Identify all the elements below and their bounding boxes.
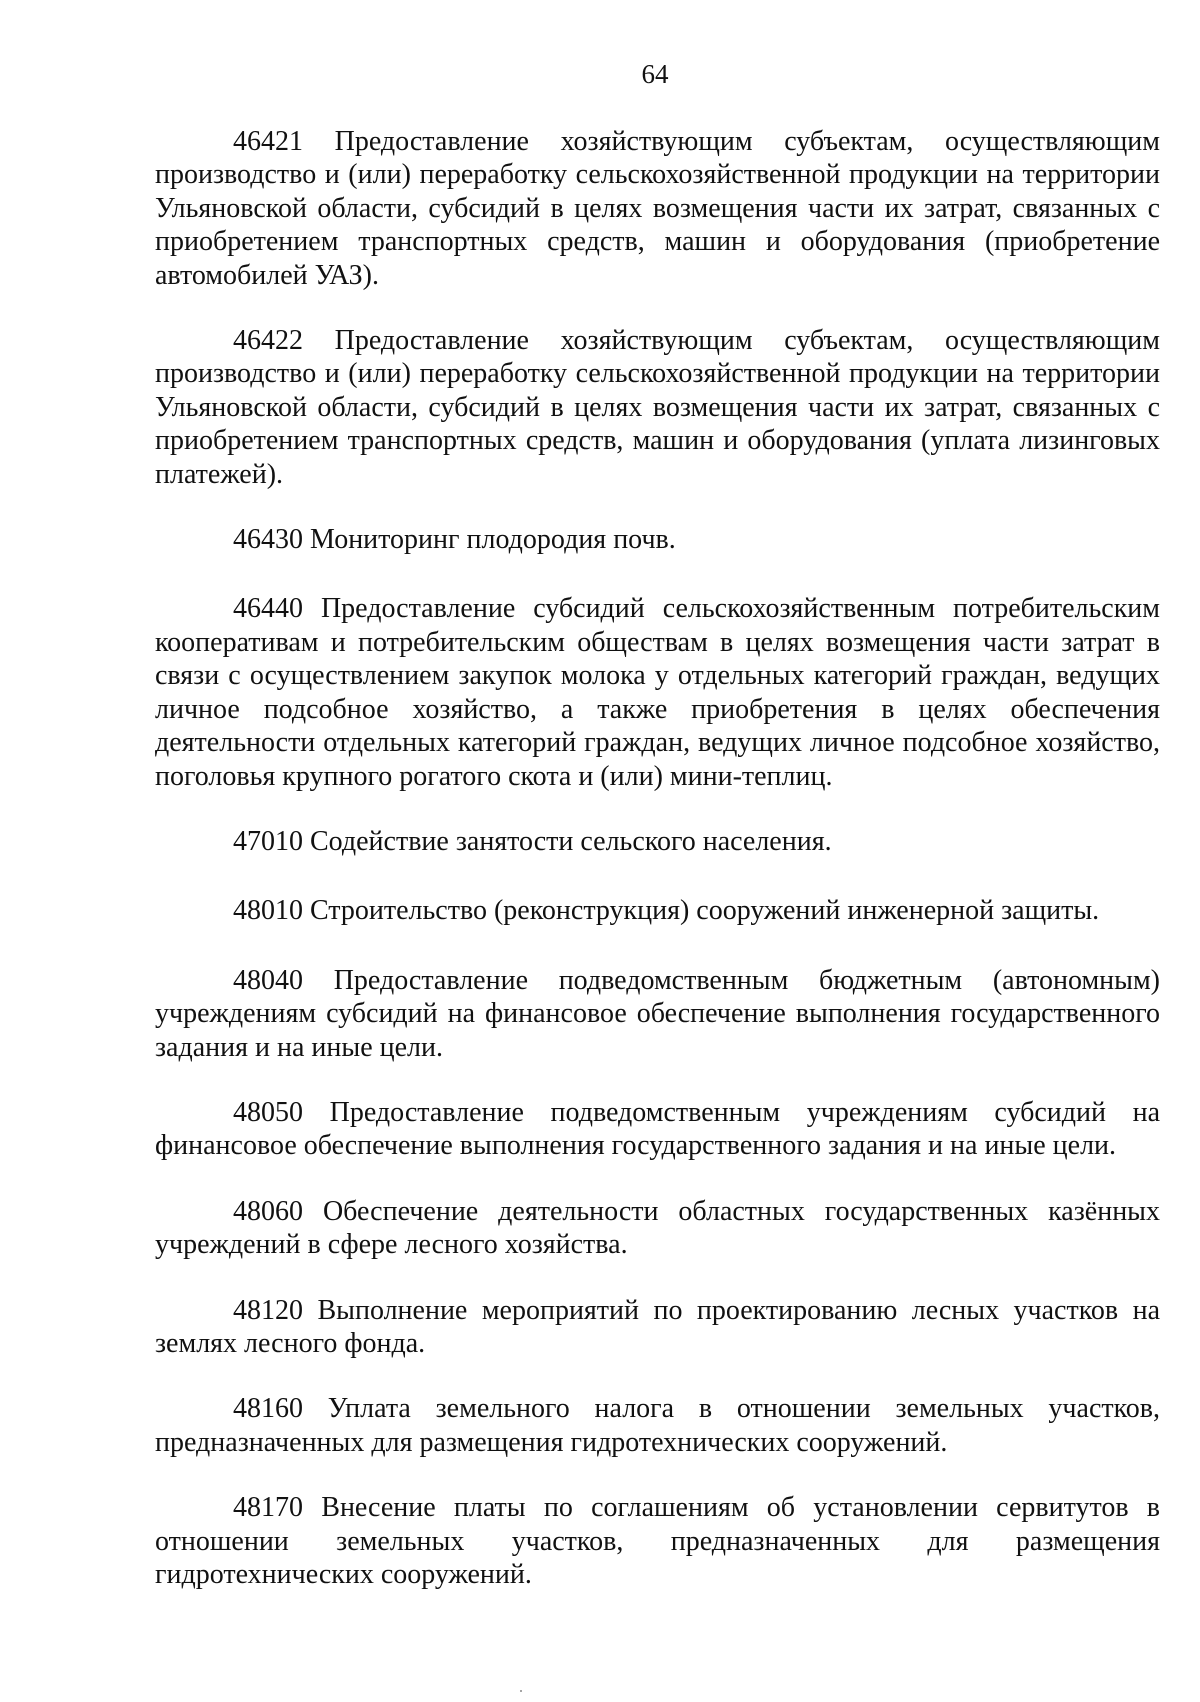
paragraph-text: Предоставление субсидий сельскохозяйственным потребительским кооперативам и потребительским обществам в целях возмещения части затрат в связи с осуществлением закупок молока у отдельных категорий граждан, ведущих личное подсобное хозяйство, а также приобретения в целях обеспечения деятельности отдельных категорий граждан, ведущих личное подсобное хозяйство, поголовья крупного рогатого скота и (или) мини-теплиц.: [155, 593, 1161, 792]
paragraph-46430: [155, 523, 1160, 556]
document-body: [155, 125, 1160, 1623]
paragraph-code: 48040: [233, 964, 303, 996]
paragraph-text: Выполнение мероприятий по проектированию лесных участков на землях лесного фонда.: [155, 1294, 1160, 1359]
paragraph-code: 47010: [233, 825, 303, 857]
paragraph-code: 48170: [233, 1492, 303, 1524]
paragraph-48060: [155, 1195, 1160, 1262]
page-number: 64: [641, 59, 669, 89]
paragraph-code: 48010: [233, 895, 303, 927]
paragraph-code: 46440: [233, 593, 303, 625]
paragraph-text: Предоставление подведомственным бюджетным (автономным) учреждениям субсидий на финансовое обеспечение выполнения государственного задания и на иные цели.: [155, 964, 1160, 1063]
paragraph-46422: [155, 324, 1160, 491]
paragraph-46440: [155, 592, 1160, 792]
paragraph-48120: [155, 1294, 1160, 1361]
paragraph-code: 46421: [233, 126, 303, 157]
paragraph-code: 46430: [233, 524, 303, 556]
paragraph-text: Мониторинг плодородия почв.: [310, 524, 676, 556]
paragraph-48160: [155, 1392, 1160, 1459]
paragraph-text: Уплата земельного налога в отношении земельных участков, предназначенных для размещения гидротехнических сооружений.: [155, 1393, 1161, 1458]
scan-speck: [520, 1690, 522, 1692]
paragraph-48170: [155, 1491, 1160, 1591]
paragraph-46421: [155, 125, 1160, 292]
paragraph-text: Предоставление подведомственным учреждениям субсидий на финансовое обеспечение выполнения государственного задания и на иные цели.: [155, 1096, 1161, 1162]
paragraph-code: 48050: [233, 1096, 303, 1128]
paragraph-code: 48160: [233, 1393, 303, 1425]
paragraph-text: Содействие занятости сельского населения.: [310, 825, 832, 857]
paragraph-48040: [155, 964, 1160, 1064]
paragraph-code: 48060: [233, 1195, 303, 1227]
paragraph-text: Строительство (реконструкция) сооружений инженерной защиты.: [310, 895, 1100, 927]
paragraph-code: 46422: [233, 325, 303, 357]
paragraph-code: 48120: [233, 1294, 303, 1326]
paragraph-47010: [155, 825, 1160, 858]
paragraph-48050: [155, 1096, 1160, 1163]
paragraph-text: Предоставление хозяйствующим субъектам, осуществляющим производство и (или) переработку сельскохозяйственной продукции на территории Ульяновской области, субсидий в целях возмещения части их затрат, связанных с приобретением транспортных средств, машин и оборудования (уплата лизинговых платежей).: [155, 325, 1160, 490]
paragraph-text: Внесение платы по соглашениям об установлении сервитутов в отношении земельных участков, предназначенных для размещения гидротехнических сооружений.: [155, 1492, 1161, 1590]
paragraph-48010: [155, 894, 1160, 927]
paragraph-text: Обеспечение деятельности областных государственных казённых учреждений в сфере лесного хозяйства.: [155, 1195, 1160, 1261]
paragraph-text: Предоставление хозяйствующим субъектам, осуществляющим производство и (или) переработку сельскохозяйственной продукции на территории Ульяновской области, субсидий в целях возмещения части их затрат, связанных с приобретением транспортных средств, машин и оборудования (приобретение автомобилей УАЗ).: [155, 126, 1160, 291]
